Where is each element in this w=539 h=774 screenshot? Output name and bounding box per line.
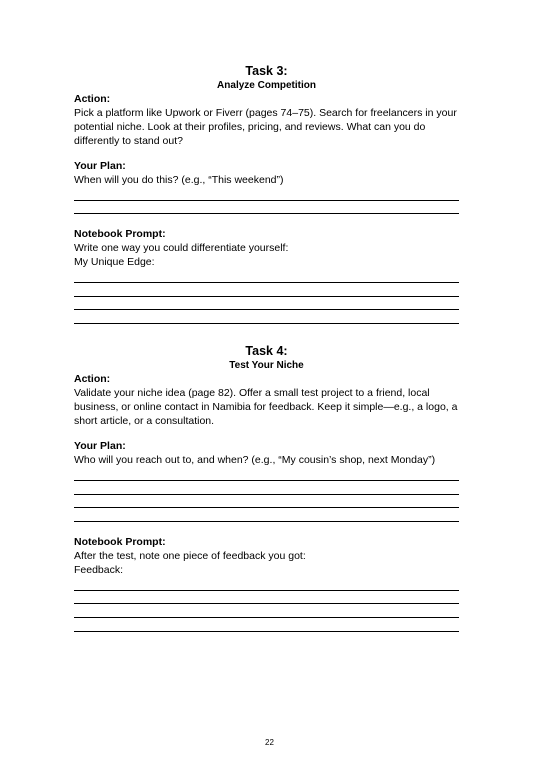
task-4-title: Task 4: (245, 344, 288, 359)
writing-line[interactable] (74, 187, 459, 201)
task-4-section (74, 344, 459, 632)
writing-line[interactable] (74, 604, 459, 618)
writing-line[interactable] (74, 508, 459, 522)
task-4-notebook-text: After the test, note one piece of feedback you got: (74, 549, 306, 562)
task-3-section (74, 64, 459, 324)
writing-line[interactable] (74, 591, 459, 605)
writing-line[interactable] (74, 495, 459, 509)
writing-line[interactable] (74, 297, 459, 311)
task-3-notebook-field: My Unique Edge: (74, 256, 155, 269)
task-3-plan-label: Your Plan: (74, 160, 126, 172)
task-3-subtitle: Analyze Competition (217, 80, 316, 91)
writing-line[interactable] (74, 310, 459, 324)
task-3-title: Task 3: (245, 64, 288, 78)
task-4-plan-text: Who will you reach out to, and when? (e.g., “My cousin’s shop, next Monday”) (74, 454, 436, 467)
task-4-notebook-field: Feedback: (74, 563, 124, 576)
writing-line[interactable] (74, 577, 459, 591)
task-3-action-text: Pick a platform like Upwork or Fiverr (pages 74–75). Search for freelancers in your potential niche. Look at their profiles, pricing, and reviews. What can you do differently to stand out? (74, 107, 457, 147)
writing-line[interactable] (74, 467, 459, 481)
task-4-action-text: Validate your niche idea (page 82). Offer a small test project to a friend, local business, or online contact in Namibia for feedback. Keep it simple—e.g., a logo, a short article, or a consultation. (74, 387, 458, 428)
task-3-plan-text: When will you do this? (e.g., “This weekend”) (74, 174, 284, 186)
task-4-notebook-label: Notebook Prompt: (74, 535, 166, 548)
task-4-plan-label: Your Plan: (74, 440, 126, 453)
task-4-notebook-writing-area[interactable] (74, 577, 459, 632)
writing-line[interactable] (74, 481, 459, 495)
task-3-notebook-label: Notebook Prompt: (74, 228, 166, 241)
task-3-notebook-writing-area[interactable] (74, 269, 459, 324)
writing-line[interactable] (74, 618, 459, 632)
workbook-page (74, 64, 459, 632)
writing-line[interactable] (74, 201, 459, 215)
writing-line[interactable] (74, 269, 459, 283)
page-number: 22 (265, 738, 274, 747)
task-4-plan-writing-area[interactable] (74, 467, 459, 522)
task-3-plan-writing-area[interactable] (74, 187, 459, 214)
writing-line[interactable] (74, 283, 459, 297)
task-3-action-label: Action: (74, 93, 111, 105)
task-3-notebook-text: Write one way you could differentiate yourself: (74, 242, 289, 255)
task-4-subtitle: Test Your Niche (229, 360, 304, 372)
task-4-action-label: Action: (74, 373, 111, 386)
